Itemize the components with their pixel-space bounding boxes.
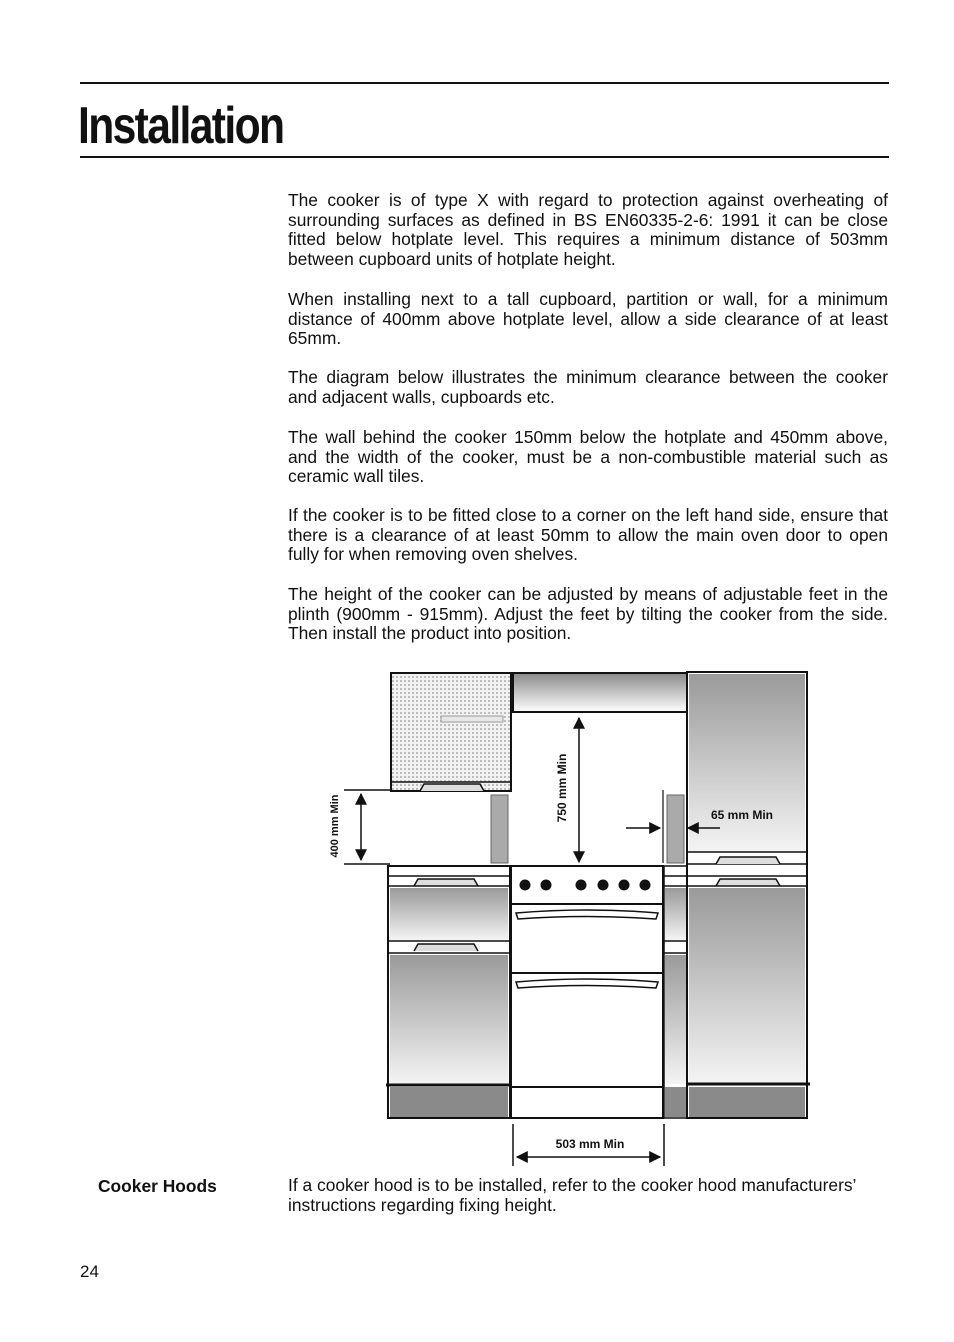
control-knob-icon: [598, 880, 609, 891]
paragraph-diagram-intro: The diagram below illustrates the minimum clearance between the cooker and adjacent walls, cupboards etc.: [288, 367, 888, 407]
dimension-400: [344, 790, 390, 864]
cooker-hood: [513, 673, 687, 712]
control-knob-icon: [619, 880, 630, 891]
label-400-mm: 400 mm Min: [329, 794, 341, 858]
paragraph-type-x: The cooker is of type X with regard to protection against overheating of surrounding surfaces as defined in BS EN60335-2-6: 1991 it can be close fitted below hotplate level. This requires a minimum distance of 503mm between cupboard units of hotplate height.: [288, 190, 888, 270]
label-65-mm: 65 mm Min: [711, 808, 774, 822]
cooker-hoods-heading: Cooker Hoods: [98, 1176, 217, 1196]
paragraph-height-adjust: The height of the cooker can be adjusted by means of adjustable feet in the plinth (900mm - 915mm). Adjust the feet by tilting the cooker from the side. Then install the product into position.: [288, 584, 888, 644]
control-knob-icon: [541, 880, 552, 891]
paragraph-corner-clearance: If the cooker is to be fitted close to a corner on the left hand side, ensure that there is a clearance of at least 50mm to allow the main oven door to open fully for when removing oven shelves.: [288, 505, 888, 565]
label-503-mm: 503 mm Min: [555, 1137, 625, 1151]
right-side-panel: [667, 795, 684, 863]
label-750-mm: 750 mm Min: [555, 753, 569, 823]
right-base-filler: [664, 866, 687, 1118]
page-title: Installation: [78, 97, 284, 155]
cooker: [511, 866, 663, 1118]
control-knob-icon: [576, 880, 587, 891]
paragraph-side-clearance: When installing next to a tall cupboard, partition or wall, for a minimum distance of 400mm above hotplate level, allow a side clearance of at least 65mm.: [288, 289, 888, 349]
left-base-unit: [386, 866, 510, 1118]
cooker-hoods-text: If a cooker hood is to be installed, refer to the cooker hood manufacturers’ instructions regarding fixing height.: [288, 1175, 856, 1215]
left-wall-cupboard: [391, 673, 511, 791]
control-knob-icon: [640, 880, 651, 891]
right-tall-cupboard: [687, 672, 810, 1118]
control-knob-icon: [520, 880, 531, 891]
left-side-panel: [491, 795, 508, 863]
page-number: 24: [80, 1262, 99, 1281]
paragraph-wall-material: The wall behind the cooker 150mm below the hotplate and 450mm above, and the width of the cooker, must be a non-combustible material such as ceramic wall tiles.: [288, 427, 888, 487]
